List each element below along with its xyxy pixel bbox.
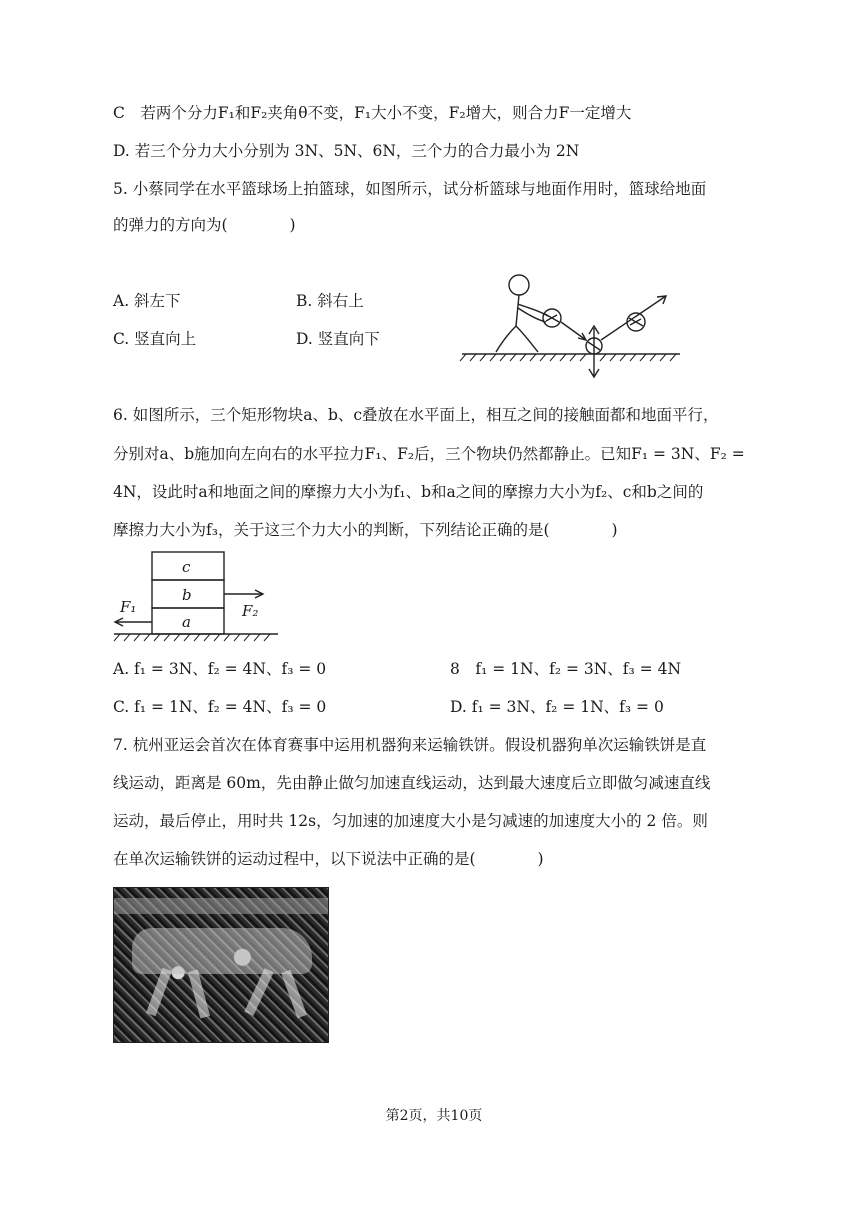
q5-stem-line1: 5. 小蔡同学在水平篮球场上拍篮球，如图所示，试分析篮球与地面作用时，篮球给地面: [113, 180, 707, 198]
q6-label-f1: F₁: [120, 598, 137, 616]
q7-stem-line1: 7. 杭州亚运会首次在体育赛事中运用机器狗来运输铁饼。假设机器狗单次运输铁饼是直: [113, 736, 707, 754]
q6-option-c: C. f₁ = 1N、f₂ = 4N、f₃ = 0: [113, 698, 327, 716]
q5-option-b: B. 斜右上: [296, 292, 364, 310]
q4-option-c: C 若两个分力F₁和F₂夹角θ不变，F₁大小不变，F₂增大，则合力F一定增大: [113, 104, 632, 122]
q6-blocks-figure: [110, 548, 282, 646]
q6-option-d: D. f₁ = 3N、f₂ = 1N、f₃ = 0: [450, 698, 664, 716]
q5-option-d: D. 竖直向下: [296, 330, 380, 348]
q7-stem-line4: 在单次运输铁饼的运动过程中，以下说法中正确的是( ): [113, 850, 544, 868]
q6-option-b: 8 f₁ = 1N、f₂ = 3N、f₃ = 4N: [450, 660, 682, 678]
page-footer: 第2页，共10页: [385, 1108, 483, 1124]
q7-stem-line2: 线运动，距离是 60m，先由静止做匀加速直线运动，达到最大速度后立即做匀减速直线: [113, 774, 711, 792]
q4-option-d: D. 若三个分力大小分别为 3N、5N、6N，三个力的合力最小为 2N: [113, 142, 580, 160]
q6-stem-line1: 6. 如图所示，三个矩形物块a、b、c叠放在水平面上，相互之间的接触面都和地面平行，: [113, 406, 719, 424]
q6-label-b: b: [182, 586, 192, 604]
q6-label-f2: F₂: [242, 602, 259, 620]
q6-stem-line3: 4N，设此时a和地面之间的摩擦力大小为f₁、b和a之间的摩擦力大小为f₂、c和b之间的: [113, 483, 704, 501]
q7-stem-line3: 运动，最后停止，用时共 12s，匀加速的加速度大小是匀减速的加速度大小的 2 倍。则: [113, 812, 708, 830]
q7-robot-dog-photo: [113, 887, 329, 1043]
q6-stem-line4: 摩擦力大小为f₃，关于这三个力大小的判断，下列结论正确的是( ): [113, 521, 618, 539]
q5-basketball-figure: [458, 268, 684, 384]
q6-option-a: A. f₁ = 3N、f₂ = 4N、f₃ = 0: [113, 660, 327, 678]
q6-label-c: c: [182, 558, 191, 576]
q6-stem-line2: 分别对a、b施加向左向右的水平拉力F₁、F₂后，三个物块仍然都静止。已知F₁ = 3N、F₂ =: [113, 445, 745, 463]
q5-option-a: A. 斜左下: [113, 292, 181, 310]
q6-label-a: a: [182, 613, 191, 631]
q5-stem-line2: 的弹力的方向为( ): [113, 216, 296, 234]
q5-option-c: C. 竖直向上: [113, 330, 197, 348]
